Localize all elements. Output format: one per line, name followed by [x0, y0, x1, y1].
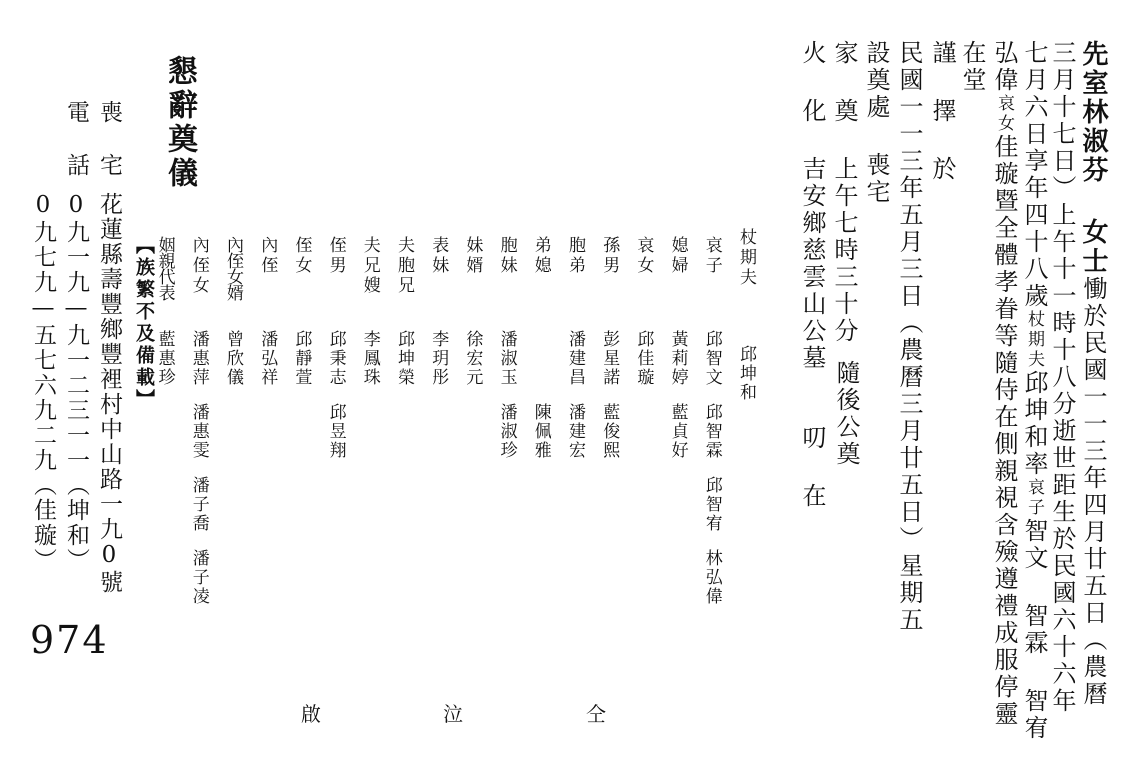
family-role: 妹婿 — [462, 236, 483, 276]
family-names — [599, 330, 620, 476]
family-role: 表妹 — [428, 236, 449, 276]
family-note: 【族繁不及備載】 — [133, 235, 155, 411]
family-member-name: 邱靜萱 — [291, 330, 312, 387]
family-member-name — [532, 330, 549, 387]
family-names — [190, 330, 207, 622]
daughter-role: 哀女 — [994, 94, 1014, 134]
announcement-col-9b: 叨 在 — [798, 425, 826, 510]
family-role: 胞弟 — [565, 236, 585, 276]
family-member-name: 潘子凌 — [188, 549, 209, 606]
family-member-name: 潘弘祥 — [257, 330, 278, 387]
family-member-name: 邱智宥 — [701, 476, 722, 533]
family-names — [361, 330, 378, 403]
family-role: 哀女 — [633, 236, 654, 276]
family-member-name: 邱佳璇 — [633, 330, 654, 387]
family-names — [703, 330, 720, 622]
announcement-text: 佳璇暨全體孝眷等隨侍在側親視含殮遵禮成服停靈 — [990, 134, 1018, 728]
family-member-name: 邱秉志 — [325, 330, 346, 387]
family-role: 孫男 — [599, 236, 620, 276]
family-names — [395, 330, 412, 403]
sons-names: 智文 智霖 智宥 — [1020, 518, 1048, 742]
family-names — [532, 330, 549, 476]
family-member-name: 陳佩雅 — [530, 403, 551, 460]
family-member-name: 曾欣儀 — [223, 330, 243, 387]
family-role: 內侄女婿 — [223, 236, 243, 300]
family-member-name: 邱坤榮 — [394, 330, 414, 387]
family-role: 侄男 — [325, 236, 346, 276]
family-names — [737, 345, 754, 418]
family-role: 媳婦 — [667, 236, 688, 276]
footer-tong-char: 仝 — [586, 702, 606, 726]
family-role: 內侄女 — [188, 236, 209, 296]
phone-label: 電 話 — [63, 100, 89, 178]
family-role: 夫兄嫂 — [359, 236, 380, 296]
son-name: 弘偉 — [990, 40, 1018, 94]
footer-qi2-char: 泣 — [443, 702, 463, 726]
family-names — [669, 330, 686, 476]
announcement-col-8b: 隨後公奠 — [832, 360, 860, 468]
age-text: 七月六日享年四十八歲 — [1020, 40, 1048, 310]
announcement-col-2: 三月十七日）上午十一時十八分逝世距生於民國六十六年 — [1048, 40, 1076, 715]
family-role: 弟媳 — [530, 236, 551, 276]
announcement-col-8a: 設奠處 喪宅 — [862, 40, 890, 206]
sons-role: 哀子 — [1024, 478, 1044, 518]
deceased-name: 先室林淑芬 女士 — [1078, 40, 1108, 276]
family-names — [428, 330, 449, 403]
footer-qi-char: 啟 — [301, 702, 321, 726]
home-address: 花蓮縣壽豐鄉豐裡村中山路一九0號 — [96, 192, 122, 595]
family-role: 哀子 — [701, 236, 722, 276]
family-member-name: 潘淑珍 — [496, 403, 517, 460]
family-member-name: 邱坤和 — [736, 345, 756, 402]
family-member-name: 潘建昌 — [565, 330, 585, 387]
announcement-col-1 — [1080, 40, 1106, 760]
family-member-name: 邱昱翔 — [325, 403, 346, 460]
announcement-col-4 — [992, 40, 1016, 728]
family-names — [156, 330, 173, 403]
family-member-name: 邱智文 — [701, 330, 722, 387]
phone-number-1: 0九一九—九一二三一一（坤和） — [63, 192, 89, 573]
announcement-col-5: 在堂 — [958, 40, 986, 94]
family-names — [498, 330, 515, 476]
family-role: 夫胞兄 — [394, 236, 414, 296]
family-role: 姻親代表 — [154, 236, 175, 300]
husband-name: 邱坤和率 — [1020, 370, 1048, 478]
family-member-name: 林弘偉 — [701, 549, 722, 606]
family-member-name: 藍惠珍 — [154, 330, 175, 387]
page-title: 懇辭奠儀 — [162, 55, 197, 191]
family-member-name: 潘子喬 — [188, 476, 209, 533]
announcement-col-7: 民國一一三年五月三日（農曆三月廿五日）星期五 — [895, 40, 923, 634]
family-member-name: 藍貞好 — [667, 403, 688, 460]
announcement-col-10: 火 化 吉安鄉慈雲山公墓 — [798, 40, 826, 372]
family-member-name: 李鳳珠 — [359, 330, 380, 387]
family-role: 內侄 — [257, 236, 278, 276]
home-label: 喪 宅 — [96, 100, 122, 178]
announcement-col-6: 謹 擇 於 — [928, 40, 956, 183]
family-member-name: 潘淑玉 — [496, 330, 517, 387]
family-names — [633, 330, 654, 403]
family-names — [291, 330, 312, 403]
family-names — [566, 330, 583, 476]
family-names — [257, 330, 278, 403]
husband-role: 杖期夫 — [1024, 310, 1044, 370]
family-names — [327, 330, 344, 476]
announcement-col-3 — [1022, 40, 1046, 742]
phone-number-2: 0九七九—五七六九二九（佳璇） — [30, 192, 56, 573]
family-role: 侄女 — [291, 236, 312, 276]
family-role: 杖期夫 — [736, 228, 756, 288]
family-member-name: 潘惠萍 — [188, 330, 209, 387]
family-member-name: 潘建宏 — [565, 403, 585, 460]
postal-code: 974 — [30, 618, 109, 662]
family-member-name: 藍俊熙 — [599, 403, 620, 460]
family-names — [462, 330, 483, 403]
family-names — [224, 330, 241, 403]
family-member-name: 黃莉婷 — [667, 330, 688, 387]
announcement-text: 慟於民國一一三年四月廿五日（農曆 — [1079, 276, 1107, 708]
family-member-name: 邱智霖 — [701, 403, 722, 460]
family-role: 胞妹 — [496, 236, 517, 276]
family-member-name: 潘惠雯 — [188, 403, 209, 460]
family-member-name: 彭星諾 — [599, 330, 620, 387]
family-member-name: 李玥彤 — [428, 330, 449, 387]
announcement-col-9a: 家 奠 上午七時三十分 — [830, 40, 858, 345]
family-member-name: 徐宏元 — [462, 330, 483, 387]
